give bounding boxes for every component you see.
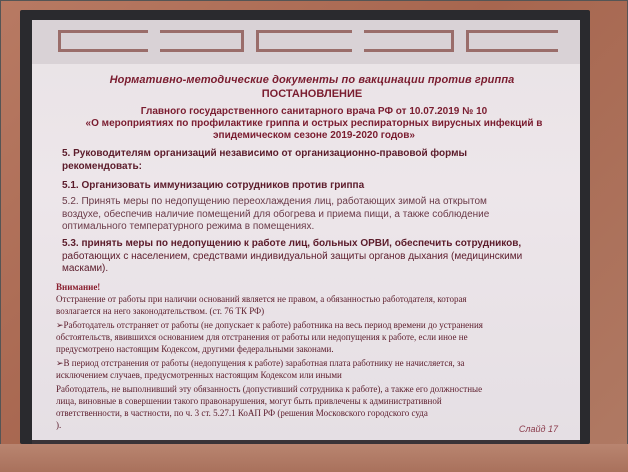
attention-label: Внимание! [56,282,101,292]
notice-line: ответственности, в частности, по ч. 3 ст. 5.27.1 КоАП РФ (решения Московского городского суда [56,408,428,418]
wall-background [0,444,628,472]
paragraph-5 [62,148,562,173]
notice-line: исключением случаев, предусмотренных настоящим Кодексом или иными [56,370,342,380]
notice-line: лица, виновные в совершении такого правонарушения, могут быть привлечены к административной [56,396,442,406]
paragraph-5-3 [62,238,572,276]
notice-line: Отстранение от работы при наличии оснований является не правом, а обязанностью работодателя, которая [56,294,467,304]
header-ornament [364,30,454,52]
paragraph-5-2 [62,196,572,234]
header-ornament [466,30,558,52]
slide-title: Нормативно-методические документы по вакцинации против гриппа [109,74,515,86]
paragraph-line: рекомендовать: [62,160,142,172]
paragraph-line: 5.3. принять меры по недопущению к работе лиц, больных ОРВИ, обеспечить сотрудников, [62,238,522,249]
notice-line: предусмотрено настоящим Кодексом, другими федеральными законами. [56,344,334,354]
slide-subtitle: ПОСТАНОВЛЕНИЕ [261,88,363,100]
paragraph-line: 5.2. Принять меры по недопущению переохлаждения лиц, работающих зимой на открытом [62,196,487,207]
paragraph-line: оптимального температурного режима в помещениях. [62,221,315,232]
notice-line: обстоятельств, явившихся основанием для отстранения от работы или недопущения к работе, если иное не [56,332,468,342]
notice-line: возлагается на него законодательством. (ст. 76 ТК РФ) [56,306,265,316]
decree-line: эпидемическом сезоне 2019-2020 годов» [213,130,415,141]
paragraph-line: масками). [62,263,109,274]
paragraph-5-1: 5.1. Организовать иммунизацию сотрудников против гриппа [62,180,365,191]
notice-line: ➢Работодатель отстраняет от работы (не допускает к работе) работника на весь период времени до устранения [56,320,483,330]
paragraph-line: воздухе, обеспечив наличие помещений для обогрева и приема пищи, а также соблюдение [62,208,490,220]
slide-number: Слайд 17 [518,424,558,434]
slide-header-band [32,20,580,64]
decree-line: Главного государственного санитарного врача РФ от 10.07.2019 № 10 [140,106,488,117]
notice-line: ➢В период отстранения от работы (недопущения к работе) заработная плата работнику не начисляется, за [56,358,465,368]
notice-line: Работодатель, не выполнивший эту обязанность (допустивший сотрудника к работе), а также его должностные [56,384,483,394]
paragraph-line: 5. Руководителям организаций независимо от организационно-правовой формы [62,148,468,159]
presentation-slide [32,20,580,440]
decree-line: «О мероприятиях по профилактике гриппа и острых респираторных вирусных инфекций в [85,118,543,129]
header-ornament [160,30,244,52]
paragraph-line: работающих с населением, средствами индивидуальной защиты органов дыхания (медицинскими [62,250,523,262]
header-ornament [256,30,352,52]
decree-heading [80,106,548,142]
notice-line: ). [56,420,62,430]
header-ornament [58,30,148,52]
